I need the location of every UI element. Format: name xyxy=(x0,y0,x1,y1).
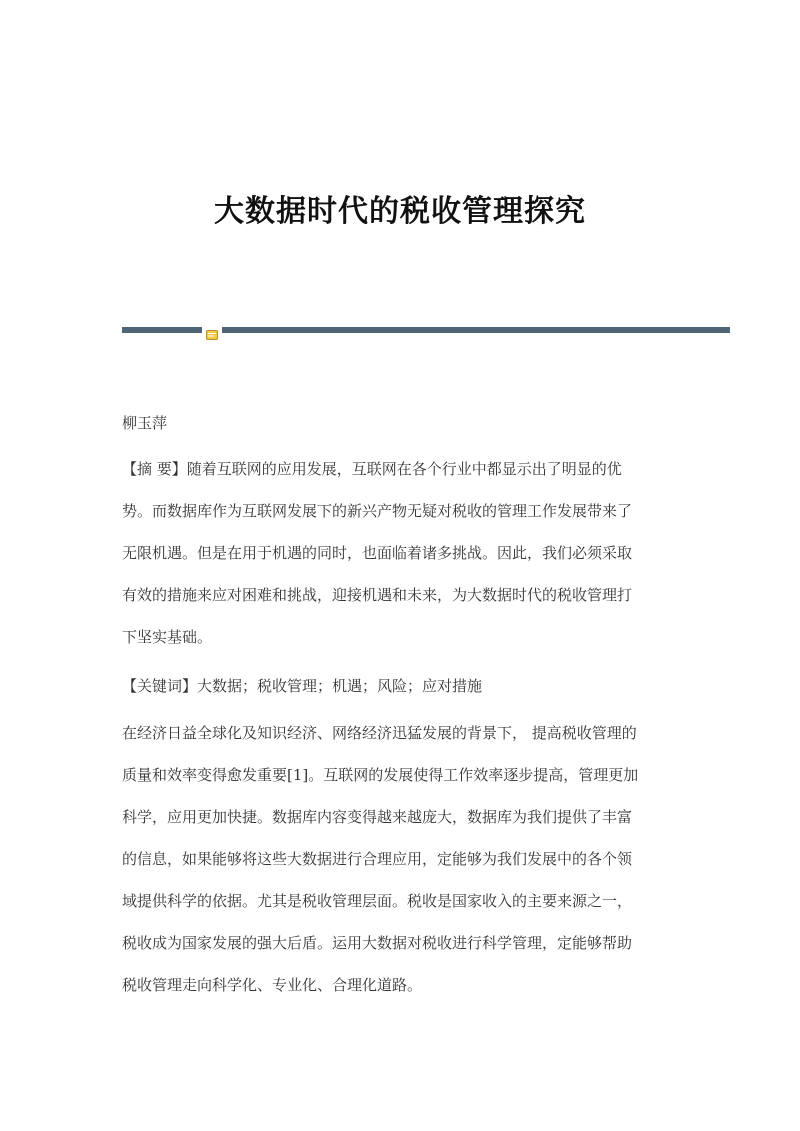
keywords-line: 【关键词】大数据；税收管理；机遇；风险；应对措施 xyxy=(122,677,483,695)
abstract-line: 有效的措施来应对困难和挑战，迎接机遇和未来，为大数据时代的税收管理打 xyxy=(122,586,633,604)
document-title: 大数据时代的税收管理探究 xyxy=(214,194,586,229)
body-line: 域提供科学的依据。尤其是税收管理层面。税收是国家收入的主要来源之一， xyxy=(122,892,633,910)
author-name: 柳玉萍 xyxy=(122,414,168,432)
body-line: 科学，应用更加快捷。数据库内容变得越来越庞大，数据库为我们提供了丰富 xyxy=(122,808,633,826)
body-line: 税收成为国家发展的强大后盾。运用大数据对税收进行科学管理，定能够帮助 xyxy=(122,934,633,952)
abstract-line: 无限机遇。但是在用于机遇的同时，也面临着诸多挑战。因此，我们必须采取 xyxy=(122,544,633,562)
folded-note-icon xyxy=(206,325,218,335)
abstract-line: 势。而数据库作为互联网发展下的新兴产物无疑对税收的管理工作发展带来了 xyxy=(122,502,633,520)
abstract-line: 【摘 要】随着互联网的应用发展，互联网在各个行业中都显示出了明显的优 xyxy=(122,460,622,478)
abstract-line: 下坚实基础。 xyxy=(122,628,213,646)
body-line: 在经济日益全球化及知识经济、网络经济迅猛发展的背景下， 提高税收管理的 xyxy=(122,724,637,742)
title-divider xyxy=(122,326,730,334)
divider-bar-right xyxy=(222,327,730,333)
body-line: 质量和效率变得愈发重要[1]。互联网的发展使得工作效率逐步提高，管理更加 xyxy=(122,766,639,784)
divider-bar-left xyxy=(122,327,202,333)
body-line: 税收管理走向科学化、专业化、合理化道路。 xyxy=(122,976,423,994)
body-line: 的信息，如果能够将这些大数据进行合理应用，定能够为我们发展中的各个领 xyxy=(122,850,633,868)
